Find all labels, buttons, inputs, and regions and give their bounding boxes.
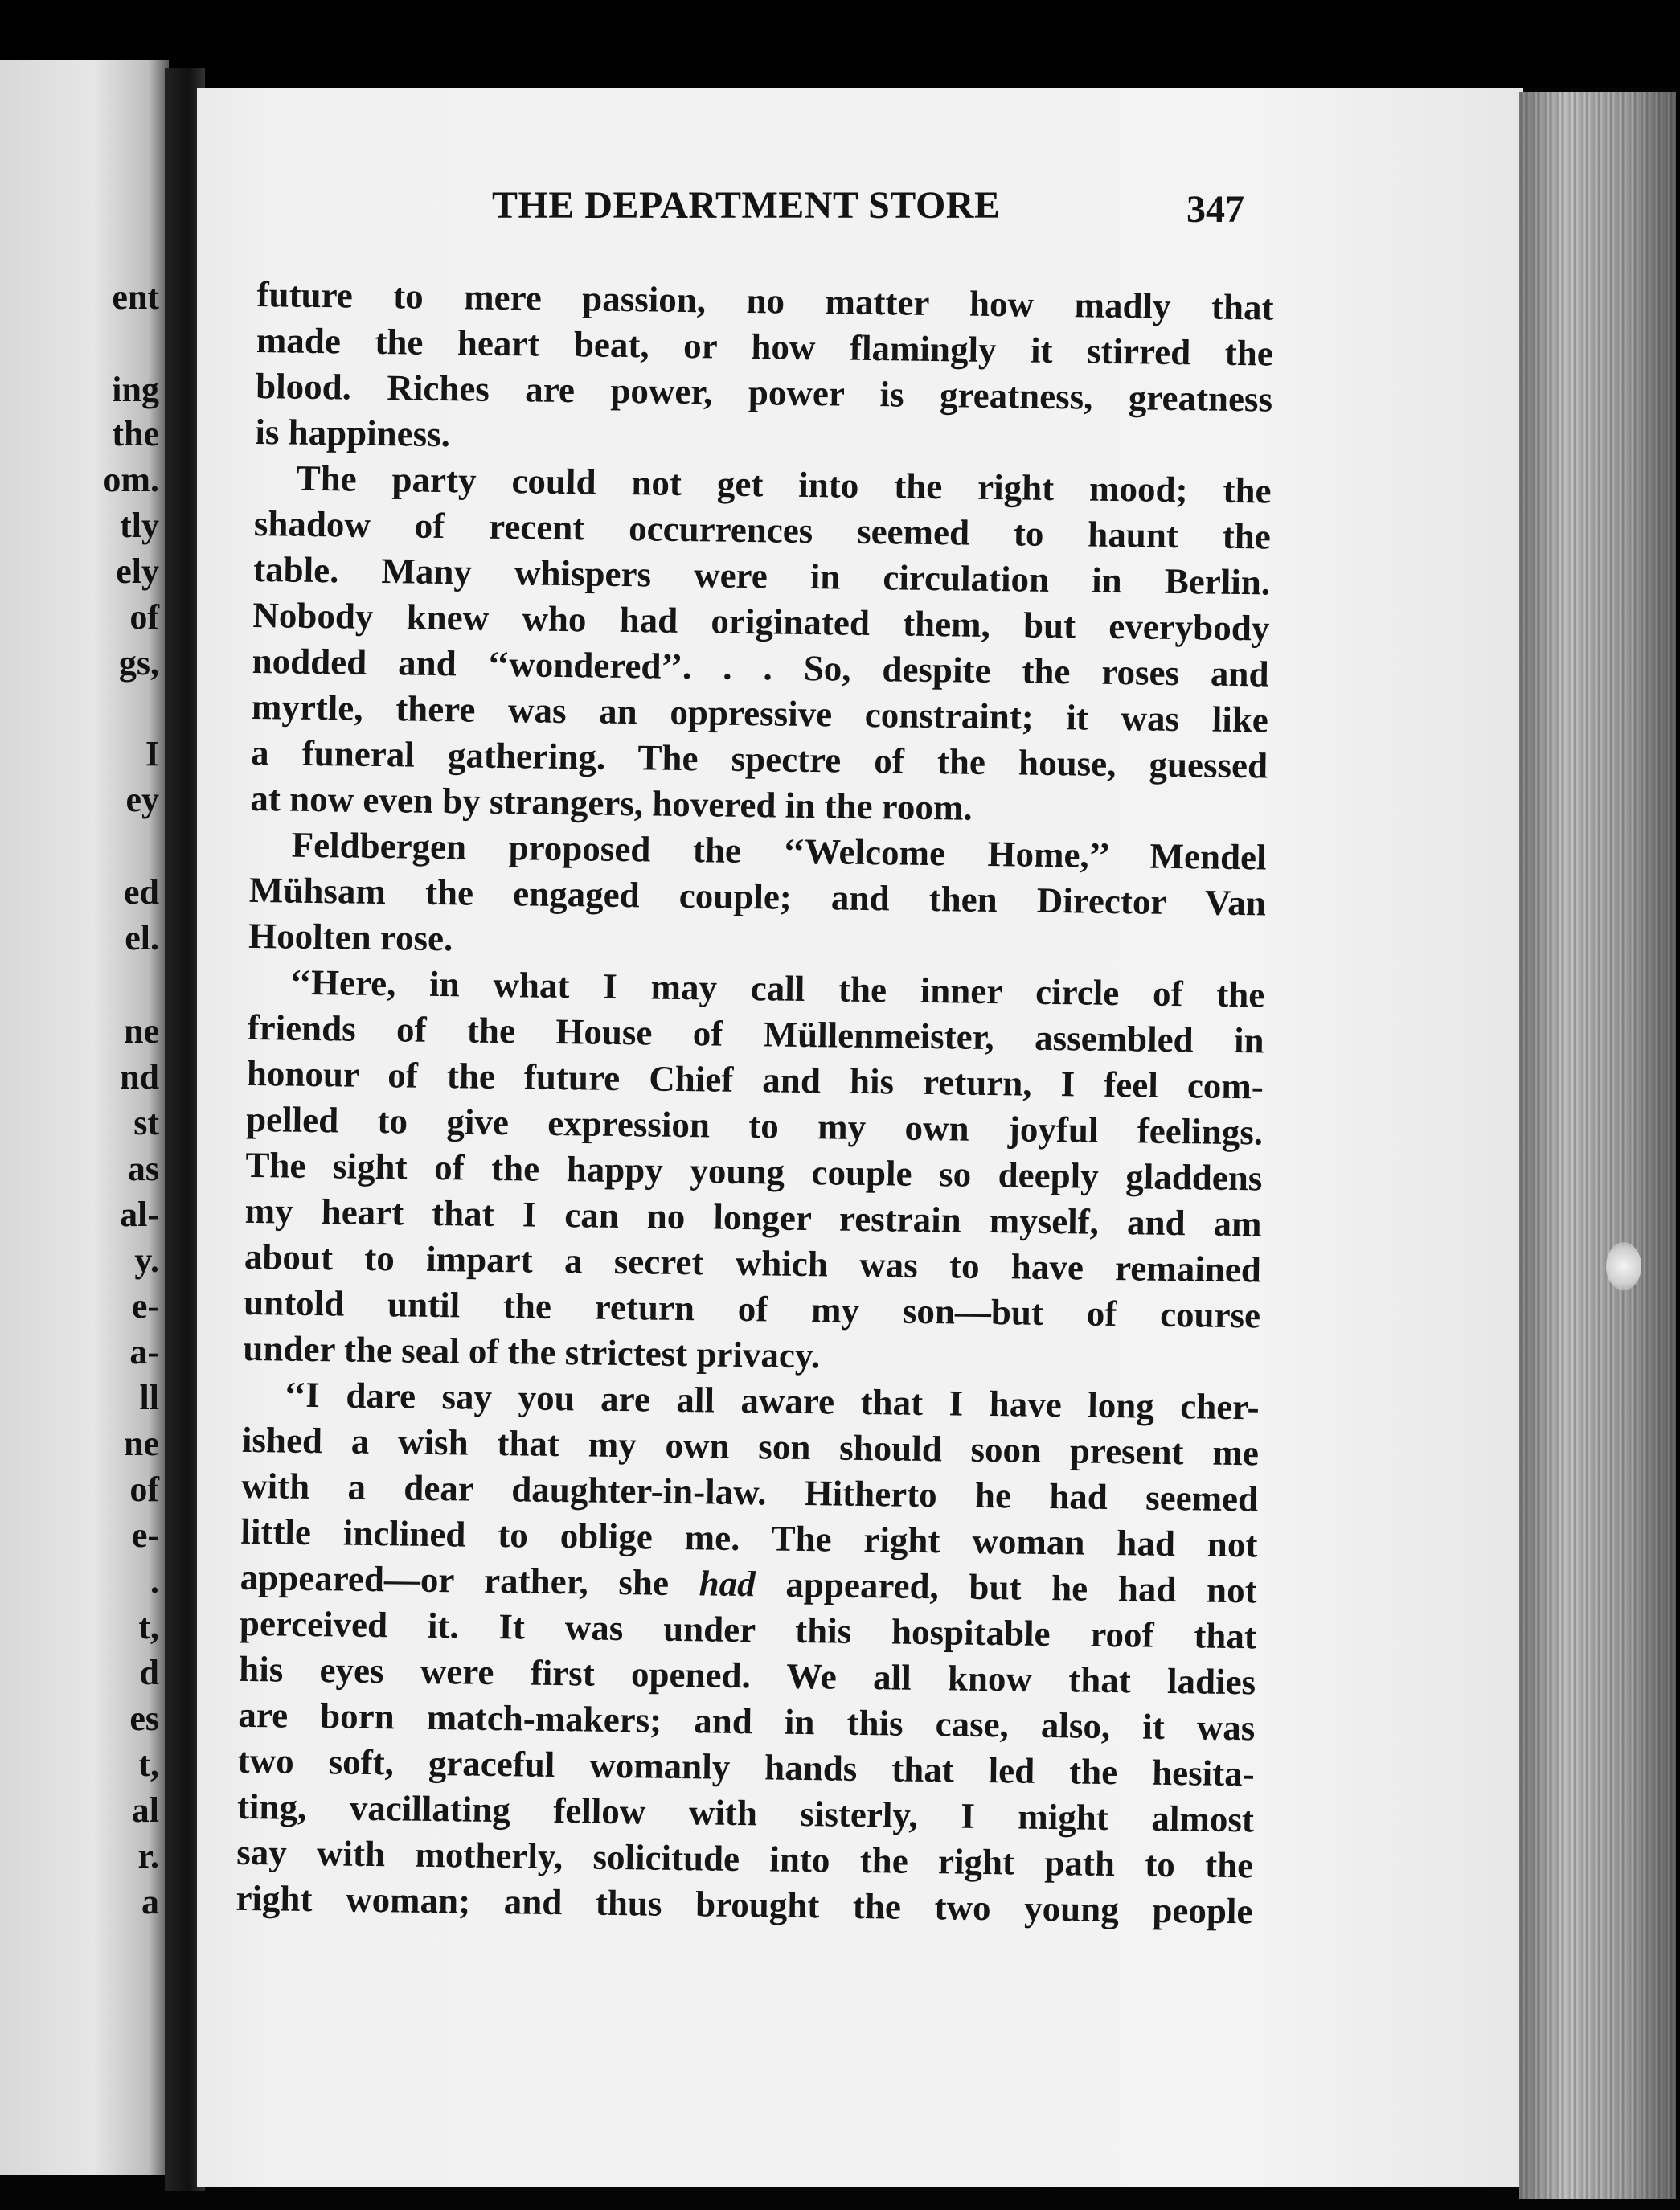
facing-fragment: of xyxy=(129,597,159,637)
text-line: about to impart a secret which was to have remained xyxy=(244,1236,1262,1290)
text-segment: appeared, but he had not xyxy=(785,1564,1257,1611)
facing-fragment: t, xyxy=(138,1607,159,1646)
text-line: say with motherly, solicitude into the right path to the xyxy=(236,1831,1254,1886)
facing-fragment: ey xyxy=(125,780,159,819)
text-segment: appeared—or rather, she xyxy=(240,1556,670,1603)
facing-fragment: a- xyxy=(129,1332,159,1372)
text-line: pelled to give expression to my own joyful feelings. xyxy=(245,1098,1264,1153)
facing-fragment: ne xyxy=(124,1011,159,1051)
text-line: two soft, graceful womanly hands that led the hesita- xyxy=(237,1740,1255,1794)
text-line: Mühsam the engaged couple; and then Director Van xyxy=(248,869,1267,924)
facing-fragment: st xyxy=(133,1103,159,1142)
text-line: ‘‘Here, in what I may call the inner circle of the xyxy=(289,961,1265,1015)
text-line: friends of the House of Müllenmeister, assembled in xyxy=(247,1007,1264,1061)
body-text xyxy=(236,272,1274,1934)
facing-fragment: al- xyxy=(120,1195,159,1234)
text-line: The sight of the happy young couple so deeply gladdens xyxy=(245,1144,1263,1199)
text-line: future to mere passion, no matter how madly that xyxy=(256,273,1274,328)
text-line: Feldbergen proposed the ‘‘Welcome Home,’’ Mendel xyxy=(291,824,1267,878)
facing-fragment: ne xyxy=(124,1424,159,1463)
text-line: The party could not get into the right mood; the xyxy=(296,457,1272,511)
text-line: Hoolten rose. xyxy=(248,915,453,959)
facing-fragment: as xyxy=(127,1149,159,1188)
facing-fragment: e- xyxy=(131,1515,159,1555)
facing-fragment: al xyxy=(131,1790,159,1830)
page-number: 347 xyxy=(1186,188,1244,231)
facing-fragment: y. xyxy=(134,1240,159,1280)
scan-top-border xyxy=(0,0,1680,88)
text-line: blood. Riches are power, power is greatness, greatness xyxy=(255,365,1273,420)
facing-fragment: om. xyxy=(103,460,159,499)
text-line: are born match-makers; and in this case, also, it was xyxy=(238,1694,1256,1749)
text-line: Nobody knew who had originated them, but everybody xyxy=(252,594,1270,649)
text-line: little inclined to oblige me. The right woman had not xyxy=(240,1511,1258,1565)
facing-fragment: nd xyxy=(120,1057,159,1097)
text-line: under the seal of the strictest privacy. xyxy=(243,1327,821,1376)
facing-fragment: . xyxy=(150,1561,159,1601)
running-head: THE DEPARTMENT STORE xyxy=(492,184,1001,227)
text-line: ished a wish that my own son should soon present me xyxy=(241,1419,1260,1474)
text-line: a funeral gathering. The spectre of the house, guessed xyxy=(250,732,1268,786)
text-line: untold until the return of my son—but of course xyxy=(243,1281,1261,1336)
facing-fragment: gs, xyxy=(118,643,159,683)
edge-blemish xyxy=(1606,1242,1641,1290)
text-line: at now even by strangers, hovered in the room. xyxy=(250,777,973,828)
text-line: his eyes were first opened. We all know that ladies xyxy=(238,1648,1256,1703)
text-line: myrtle, there was an oppressive constraint; it was like xyxy=(251,686,1269,740)
text-line: ‘‘I dare say you are all aware that I have long cher- xyxy=(284,1374,1260,1428)
facing-fragment: ll xyxy=(139,1378,159,1417)
facing-fragment: ent xyxy=(112,277,159,317)
facing-fragment: es xyxy=(129,1699,159,1738)
facing-fragment: ely xyxy=(116,551,159,591)
facing-fragment: ed xyxy=(124,872,159,912)
facing-fragment: of xyxy=(129,1470,159,1509)
facing-fragment: ing xyxy=(112,370,159,409)
text-line: nodded and ‘‘wondered’’. . . So, despite the roses and xyxy=(252,640,1269,695)
facing-fragment: the xyxy=(112,414,159,453)
facing-page xyxy=(0,60,169,2175)
facing-fragment: t, xyxy=(138,1745,159,1784)
text-line: perceived it. It was under this hospitable roof that xyxy=(239,1602,1257,1657)
facing-fragment: r. xyxy=(137,1836,159,1876)
text-line: table. Many whispers were in circulation in Berlin. xyxy=(252,548,1271,603)
facing-fragment: d xyxy=(139,1653,159,1692)
text-line: ting, vacillating fellow with sisterly, I might almost xyxy=(236,1786,1255,1840)
text-line: honour of the future Chief and his return, I feel com- xyxy=(246,1052,1264,1107)
facing-fragment: tly xyxy=(120,506,159,545)
page-edges xyxy=(1519,92,1676,2199)
italic-emphasis: had xyxy=(699,1563,756,1605)
text-line: is happiness. xyxy=(255,411,451,455)
text-line: right woman; and thus brought the two young people xyxy=(236,1877,1253,1932)
facing-fragment: I xyxy=(145,734,159,773)
facing-fragment: e- xyxy=(131,1286,159,1326)
facing-fragment: a xyxy=(141,1882,159,1921)
text-line: made the heart beat, or how flamingly it stirred the xyxy=(256,319,1274,374)
facing-fragment: el. xyxy=(125,918,159,957)
text-line: with a dear daughter-in-law. Hitherto he had seemed xyxy=(240,1465,1259,1519)
text-line: shadow of recent occurrences seemed to haunt the xyxy=(253,502,1272,557)
text-line: my heart that I can no longer restrain myself, and am xyxy=(244,1190,1262,1244)
